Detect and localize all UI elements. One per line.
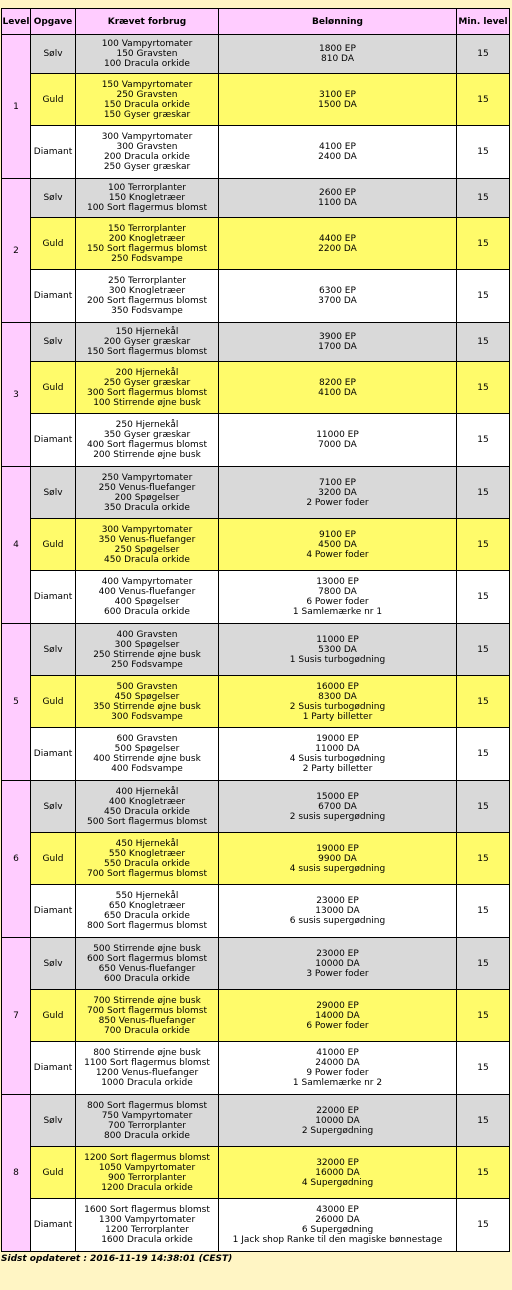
required-cell-line: 500 Spøgelser [114, 744, 180, 754]
required-cell-line: 1100 Sort flagermus blomst [84, 1058, 210, 1068]
reward-cell [219, 323, 456, 361]
required-cell-line: 150 Sort flagermus blomst [86, 243, 208, 254]
header-required: Krævet forbrug [76, 9, 218, 34]
reward-cell-line: 43000 EP [316, 1205, 359, 1215]
reward-cell [219, 74, 456, 125]
reward-cell-line: 10000 DA [315, 958, 360, 969]
reward-cell-line: 3700 DA [318, 296, 357, 306]
table-row [2, 676, 509, 727]
required-cell [76, 938, 218, 989]
task-cell: Sølv [31, 35, 75, 73]
task-cell: Diamant [31, 1199, 75, 1251]
required-cell [76, 35, 218, 73]
table-row [2, 126, 509, 178]
min-level-cell: 15 [457, 1095, 509, 1146]
reward-cell-line: 14000 DA [315, 1010, 360, 1021]
min-level-cell: 15 [457, 74, 509, 125]
reward-cell [219, 126, 456, 178]
task-cell: Guld [31, 519, 75, 570]
required-cell-line: 150 Hjernekål [115, 327, 179, 337]
task-cell: Diamant [31, 728, 75, 780]
reward-cell-line: 2200 DA [318, 243, 357, 254]
required-cell [76, 218, 218, 269]
required-cell-line: 100 Vampyrtomater [101, 39, 193, 49]
required-cell-line: 250 Gravsten [116, 89, 178, 100]
level-cell: 5 [2, 624, 30, 780]
task-cell: Guld [31, 218, 75, 269]
header-reward: Belønning [219, 9, 456, 34]
task-cell: Guld [31, 833, 75, 884]
required-cell [76, 676, 218, 727]
reward-cell [219, 728, 456, 780]
required-cell-line: 450 Hjernekål [115, 838, 179, 849]
table-row [2, 35, 509, 73]
required-cell-line: 150 Gyser græskar [103, 109, 191, 120]
reward-cell-line: 13000 EP [316, 577, 359, 587]
reward-cell-line: 9100 EP [319, 529, 356, 540]
reward-cell-line: 23000 EP [316, 948, 359, 959]
required-cell-line: 650 Venus-fluefanger [98, 963, 196, 974]
reward-cell-line: 4 Susis turbogødning [289, 754, 386, 764]
required-cell-line: 900 Terrorplanter [108, 1172, 186, 1183]
required-cell-line: 850 Venus-fluefanger [98, 1015, 196, 1026]
required-cell-line: 350 Dracula orkide [104, 502, 190, 513]
required-cell [76, 624, 218, 675]
required-cell-line: 400 Gravsten [116, 629, 178, 640]
reward-cell [219, 362, 456, 413]
reward-cell-line: 1700 DA [318, 342, 357, 352]
reward-cell [219, 179, 456, 217]
reward-cell-line: 2 Susis turbogødning [289, 701, 386, 712]
required-cell-line: 300 Sort flagermus blomst [86, 387, 208, 398]
table-row [2, 990, 509, 1041]
reward-cell-line: 1500 DA [318, 99, 357, 110]
reward-cell [219, 1147, 456, 1198]
required-cell-line: 600 Dracula orkide [104, 607, 190, 617]
reward-cell-line: 4500 DA [318, 539, 357, 550]
reward-cell-line: 6 Power foder [306, 1020, 369, 1031]
required-cell-line: 750 Vampyrtomater [101, 1110, 193, 1121]
min-level-cell: 15 [457, 571, 509, 623]
required-cell [76, 414, 218, 466]
reward-cell-line: 41000 EP [316, 1048, 359, 1058]
reward-cell-line: 3 Power foder [306, 968, 369, 979]
reward-cell-line: 7100 EP [319, 477, 356, 488]
reward-cell-line: 1800 EP [319, 44, 356, 54]
task-cell: Diamant [31, 270, 75, 322]
reward-cell-line: 2 Supergødning [301, 1125, 374, 1136]
reward-cell [219, 571, 456, 623]
quest-body [2, 35, 509, 1251]
reward-cell [219, 990, 456, 1041]
reward-cell-line: 810 DA [321, 54, 354, 64]
required-cell [76, 1095, 218, 1146]
required-cell-line: 300 Fodsvampe [111, 711, 183, 722]
header-row [2, 9, 509, 34]
reward-cell [219, 35, 456, 73]
reward-cell [219, 218, 456, 269]
reward-cell-line: 6 Supergødning [301, 1225, 374, 1235]
min-level-cell: 15 [457, 728, 509, 780]
task-cell: Sølv [31, 938, 75, 989]
reward-cell [219, 1095, 456, 1146]
required-cell-line: 1600 Sort flagermus blomst [84, 1205, 210, 1215]
required-cell-line: 250 Vampyrtomater [101, 472, 193, 483]
required-cell [76, 362, 218, 413]
table-row [2, 414, 509, 466]
required-cell-line: 250 Stirrende øjne busk [93, 649, 201, 660]
required-cell-line: 150 Vampyrtomater [101, 79, 193, 90]
table-row [2, 323, 509, 361]
reward-cell-line: 4100 DA [318, 387, 357, 398]
required-cell-line: 150 Sort flagermus blomst [86, 347, 208, 357]
level-cell: 1 [2, 35, 30, 178]
required-cell-line: 600 Gravsten [116, 734, 178, 744]
reward-cell-line: 4 Supergødning [301, 1177, 374, 1188]
reward-cell-line: 6 Power foder [306, 597, 369, 607]
reward-cell-line: 6300 EP [319, 286, 356, 296]
required-cell-line: 500 Sort flagermus blomst [86, 816, 208, 827]
required-cell-line: 1200 Terrorplanter [105, 1225, 189, 1235]
reward-cell [219, 833, 456, 884]
table-row [2, 74, 509, 125]
reward-cell [219, 885, 456, 937]
reward-cell-line: 16000 DA [315, 1167, 360, 1178]
required-cell-line: 250 Fodsvampe [111, 659, 183, 670]
required-cell [76, 179, 218, 217]
required-cell-line: 400 Hjernekål [115, 786, 179, 797]
required-cell [76, 1042, 218, 1094]
reward-cell-line: 29000 EP [316, 1000, 359, 1011]
min-level-cell: 15 [457, 126, 509, 178]
required-cell-line: 150 Gravsten [116, 49, 178, 59]
reward-cell-line: 10000 DA [315, 1115, 360, 1126]
required-cell-line: 250 Venus-fluefanger [98, 482, 196, 493]
min-level-cell: 15 [457, 1199, 509, 1251]
reward-cell-line: 2 susis supergødning [289, 811, 386, 822]
required-cell-line: 300 Knogletræer [108, 286, 186, 296]
required-cell-line: 250 Fodsvampe [111, 253, 183, 264]
min-level-cell: 15 [457, 781, 509, 832]
quest-table [1, 8, 510, 1252]
min-level-cell: 15 [457, 1042, 509, 1094]
header-level: Level [2, 9, 30, 34]
required-cell [76, 781, 218, 832]
reward-cell [219, 938, 456, 989]
task-cell: Sølv [31, 781, 75, 832]
required-cell-line: 250 Terrorplanter [108, 276, 186, 286]
required-cell [76, 467, 218, 518]
required-cell-line: 400 Knogletræer [108, 796, 186, 807]
required-cell-line: 150 Dracula orkide [104, 99, 190, 110]
reward-cell-line: 23000 EP [316, 896, 359, 906]
reward-cell-line: 4100 EP [319, 142, 356, 152]
required-cell-line: 1000 Dracula orkide [101, 1078, 193, 1088]
required-cell-line: 100 Sort flagermus blomst [86, 203, 208, 213]
min-level-cell: 15 [457, 218, 509, 269]
required-cell-line: 350 Stirrende øjne busk [93, 701, 201, 712]
required-cell-line: 200 Knogletræer [108, 233, 186, 244]
reward-cell-line: 22000 EP [316, 1105, 359, 1116]
required-cell-line: 450 Dracula orkide [104, 806, 190, 817]
min-level-cell: 15 [457, 938, 509, 989]
reward-cell-line: 5300 DA [318, 644, 357, 655]
required-cell-line: 1200 Dracula orkide [101, 1182, 193, 1193]
task-cell: Guld [31, 74, 75, 125]
reward-cell-line: 3200 DA [318, 487, 357, 498]
reward-cell-line: 1100 DA [318, 198, 357, 208]
required-cell-line: 200 Gyser græskar [103, 337, 191, 347]
required-cell-line: 500 Stirrende øjne busk [93, 943, 201, 954]
reward-cell-line: 13000 DA [315, 906, 360, 916]
required-cell-line: 400 Sort flagermus blomst [86, 440, 208, 450]
table-row [2, 833, 509, 884]
task-cell: Guld [31, 362, 75, 413]
reward-cell-line: 19000 EP [316, 843, 359, 854]
required-cell [76, 519, 218, 570]
required-cell-line: 100 Stirrende øjne busk [93, 397, 201, 408]
table-row [2, 728, 509, 780]
min-level-cell: 15 [457, 624, 509, 675]
required-cell-line: 800 Stirrende øjne busk [93, 1048, 201, 1058]
required-cell-line: 450 Dracula orkide [104, 554, 190, 565]
required-cell [76, 74, 218, 125]
required-cell-line: 550 Knogletræer [108, 848, 186, 859]
required-cell-line: 400 Spøgelser [114, 597, 180, 607]
table-row [2, 362, 509, 413]
required-cell-line: 700 Sort flagermus blomst [86, 868, 208, 879]
reward-cell [219, 781, 456, 832]
required-cell-line: 650 Knogletræer [108, 901, 186, 911]
reward-cell-line: 6 susis supergødning [289, 916, 386, 926]
required-cell-line: 100 Terrorplanter [108, 183, 186, 193]
required-cell-line: 300 Gravsten [116, 142, 178, 152]
table-row [2, 218, 509, 269]
required-cell-line: 1050 Vampyrtomater [98, 1162, 196, 1173]
task-cell: Sølv [31, 624, 75, 675]
reward-cell-line: 24000 DA [315, 1058, 360, 1068]
min-level-cell: 15 [457, 676, 509, 727]
task-cell: Diamant [31, 1042, 75, 1094]
reward-cell-line: 4400 EP [319, 233, 356, 244]
min-level-cell: 15 [457, 990, 509, 1041]
reward-cell [219, 1199, 456, 1251]
reward-cell [219, 270, 456, 322]
required-cell-line: 700 Dracula orkide [104, 1025, 190, 1036]
level-cell: 8 [2, 1095, 30, 1251]
reward-cell-line: 1 Susis turbogødning [289, 654, 386, 665]
reward-cell-line: 1 Samlemærke nr 2 [292, 1078, 383, 1088]
min-level-cell: 15 [457, 467, 509, 518]
reward-cell-line: 11000 EP [316, 430, 359, 440]
reward-cell-line: 7800 DA [318, 587, 357, 597]
reward-cell-line: 15000 EP [316, 791, 359, 802]
table-row [2, 519, 509, 570]
reward-cell-line: 19000 EP [316, 734, 359, 744]
required-cell-line: 500 Gravsten [116, 681, 178, 692]
required-cell-line: 300 Vampyrtomater [101, 524, 193, 535]
last-updated: Sidst opdateret : 2016-11-19 14:38:01 (CEST) [1, 1254, 233, 1264]
required-cell-line: 400 Venus-fluefanger [98, 587, 196, 597]
required-cell-line: 400 Vampyrtomater [101, 577, 193, 587]
reward-cell-line: 3100 EP [319, 89, 356, 100]
min-level-cell: 15 [457, 323, 509, 361]
required-cell-line: 350 Venus-fluefanger [98, 534, 196, 545]
required-cell-line: 550 Dracula orkide [104, 858, 190, 869]
required-cell [76, 885, 218, 937]
required-cell-line: 250 Hjernekål [115, 420, 179, 430]
task-cell: Guld [31, 1147, 75, 1198]
task-cell: Diamant [31, 126, 75, 178]
required-cell [76, 1199, 218, 1251]
required-cell-line: 600 Dracula orkide [104, 973, 190, 984]
required-cell-line: 700 Sort flagermus blomst [86, 1005, 208, 1016]
reward-cell [219, 624, 456, 675]
required-cell-line: 300 Spøgelser [114, 639, 180, 650]
reward-cell-line: 4 susis supergødning [289, 863, 386, 874]
required-cell-line: 100 Dracula orkide [104, 59, 190, 69]
required-cell-line: 800 Sort flagermus blomst [86, 1100, 208, 1111]
header-task: Opgave [31, 9, 75, 34]
task-cell: Sølv [31, 1095, 75, 1146]
table-row [2, 571, 509, 623]
reward-cell-line: 8300 DA [318, 691, 357, 702]
required-cell-line: 700 Stirrende øjne busk [93, 995, 201, 1006]
required-cell-line: 300 Vampyrtomater [101, 132, 193, 142]
reward-cell-line: 1 Samlemærke nr 1 [292, 607, 383, 617]
required-cell-line: 150 Terrorplanter [108, 223, 186, 234]
required-cell-line: 400 Stirrende øjne busk [93, 754, 201, 764]
reward-cell-line: 1 Jack shop Ranke til den magiske bønnestage [232, 1235, 443, 1245]
reward-cell [219, 414, 456, 466]
level-cell: 7 [2, 938, 30, 1094]
required-cell-line: 1300 Vampyrtomater [98, 1215, 196, 1225]
table-row [2, 1147, 509, 1198]
required-cell-line: 800 Sort flagermus blomst [86, 921, 208, 931]
required-cell [76, 126, 218, 178]
min-level-cell: 15 [457, 833, 509, 884]
task-cell: Diamant [31, 885, 75, 937]
table-row [2, 1199, 509, 1251]
required-cell-line: 200 Stirrende øjne busk [93, 450, 201, 460]
reward-cell-line: 32000 EP [316, 1157, 359, 1168]
min-level-cell: 15 [457, 270, 509, 322]
required-cell [76, 323, 218, 361]
task-cell: Sølv [31, 179, 75, 217]
required-cell-line: 200 Sort flagermus blomst [86, 296, 208, 306]
required-cell [76, 270, 218, 322]
task-cell: Guld [31, 990, 75, 1041]
table-row [2, 1095, 509, 1146]
table-row [2, 624, 509, 675]
reward-cell-line: 16000 EP [316, 681, 359, 692]
table-row [2, 179, 509, 217]
table-row [2, 885, 509, 937]
reward-cell [219, 519, 456, 570]
required-cell [76, 728, 218, 780]
required-cell [76, 571, 218, 623]
level-cell: 3 [2, 323, 30, 466]
required-cell-line: 350 Fodsvampe [111, 306, 183, 316]
min-level-cell: 15 [457, 885, 509, 937]
reward-cell-line: 4 Power foder [306, 549, 369, 560]
reward-cell-line: 3900 EP [319, 332, 356, 342]
reward-cell-line: 2 Power foder [306, 497, 369, 508]
min-level-cell: 15 [457, 519, 509, 570]
required-cell-line: 200 Spøgelser [114, 492, 180, 503]
min-level-cell: 15 [457, 1147, 509, 1198]
required-cell-line: 1200 Sort flagermus blomst [84, 1152, 210, 1163]
required-cell-line: 250 Gyser græskar [103, 377, 191, 388]
required-cell-line: 800 Dracula orkide [104, 1130, 190, 1141]
reward-cell-line: 11000 EP [316, 634, 359, 645]
required-cell-line: 200 Hjernekål [115, 367, 179, 378]
task-cell: Sølv [31, 467, 75, 518]
reward-cell-line: 26000 DA [315, 1215, 360, 1225]
required-cell-line: 700 Terrorplanter [108, 1120, 186, 1131]
reward-cell-line: 9 Power foder [306, 1068, 369, 1078]
required-cell [76, 1147, 218, 1198]
reward-cell-line: 11000 DA [315, 744, 360, 754]
required-cell-line: 600 Sort flagermus blomst [86, 953, 208, 964]
required-cell-line: 1200 Venus-fluefanger [95, 1068, 199, 1078]
task-cell: Diamant [31, 571, 75, 623]
min-level-cell: 15 [457, 35, 509, 73]
reward-cell-line: 2600 EP [319, 188, 356, 198]
reward-cell-line: 7000 DA [318, 440, 357, 450]
min-level-cell: 15 [457, 414, 509, 466]
required-cell-line: 450 Spøgelser [114, 691, 180, 702]
reward-cell [219, 676, 456, 727]
table-row [2, 270, 509, 322]
level-cell: 2 [2, 179, 30, 322]
level-cell: 6 [2, 781, 30, 937]
required-cell-line: 350 Gyser græskar [103, 430, 191, 440]
reward-cell-line: 9900 DA [318, 853, 357, 864]
required-cell-line: 550 Hjernekål [115, 891, 179, 901]
reward-cell [219, 1042, 456, 1094]
header-min-level: Min. level [457, 9, 509, 34]
level-cell: 4 [2, 467, 30, 623]
task-cell: Sølv [31, 323, 75, 361]
min-level-cell: 15 [457, 362, 509, 413]
required-cell-line: 150 Knogletræer [108, 193, 186, 203]
table-row [2, 1042, 509, 1094]
reward-cell-line: 2400 DA [318, 152, 357, 162]
required-cell-line: 1600 Dracula orkide [101, 1235, 193, 1245]
required-cell [76, 833, 218, 884]
table-row [2, 467, 509, 518]
required-cell-line: 650 Dracula orkide [104, 911, 190, 921]
required-cell-line: 400 Fodsvampe [111, 764, 183, 774]
reward-cell-line: 6700 DA [318, 801, 357, 812]
reward-cell-line: 1 Party billetter [302, 711, 373, 722]
reward-cell-line: 2 Party billetter [302, 764, 373, 774]
required-cell-line: 200 Dracula orkide [104, 152, 190, 162]
min-level-cell: 15 [457, 179, 509, 217]
reward-cell [219, 467, 456, 518]
table-row [2, 781, 509, 832]
reward-cell-line: 8200 EP [319, 377, 356, 388]
required-cell [76, 990, 218, 1041]
task-cell: Guld [31, 676, 75, 727]
task-cell: Diamant [31, 414, 75, 466]
required-cell-line: 250 Gyser græskar [103, 162, 191, 172]
table-row [2, 938, 509, 989]
required-cell-line: 250 Spøgelser [114, 544, 180, 555]
